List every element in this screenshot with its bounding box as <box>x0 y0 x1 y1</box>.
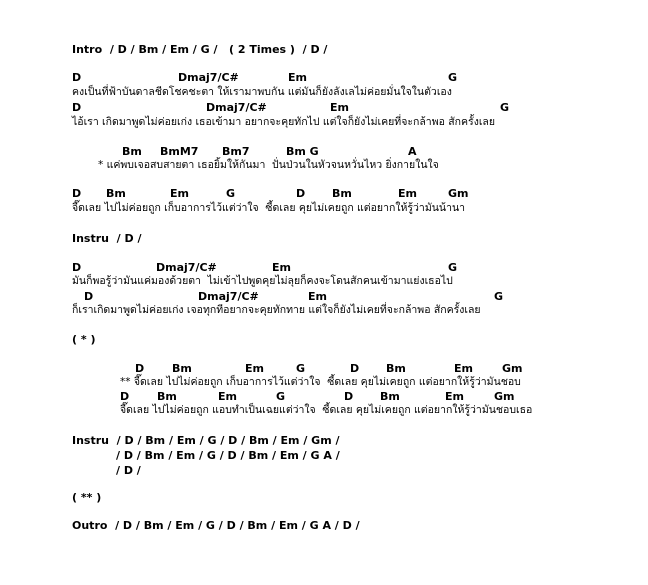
chord: Em <box>308 290 327 303</box>
chord: Em <box>288 71 307 84</box>
chord: D <box>72 71 82 84</box>
chord: D <box>296 187 306 200</box>
instru-line: Instru / D / <box>72 232 142 245</box>
instru-line: / D / <box>116 464 141 477</box>
chord: G <box>494 290 504 303</box>
chord: Dmaj7/C# <box>156 261 217 274</box>
chord: Bm <box>157 390 177 403</box>
chord: Dmaj7/C# <box>206 101 267 114</box>
lyric-line: ก็เราเกิดมาพูดไม่ค่อยเก่ง เจอทุกทีอยากจะคุยทักทาย แต่ใจก็ยังไม่เคยที่จะกล้าพอ สักครั้งเลย <box>72 304 481 316</box>
chord: Gm <box>448 187 469 200</box>
lyric-line: * แค่พบเจอสบสายตา เธอยิ้มให้กันมา ปั่นป่วนในหัวจนหวั่นไหว ยิ่งกายในใจ <box>98 159 439 171</box>
chord: Bm <box>386 362 406 375</box>
chord: Em <box>398 187 417 200</box>
chord: D <box>344 390 354 403</box>
chord: D <box>135 362 145 375</box>
chord: D <box>350 362 360 375</box>
chord: Bm <box>122 145 142 158</box>
chord: Dmaj7/C# <box>198 290 259 303</box>
chord: BmM7 <box>160 145 199 158</box>
chord: Bm7 <box>222 145 250 158</box>
repeat-marker: ( ** ) <box>72 491 102 504</box>
chord: Em <box>330 101 349 114</box>
chord: Em <box>245 362 264 375</box>
chord: G <box>276 390 286 403</box>
chord: Dmaj7/C# <box>178 71 239 84</box>
chord: Em <box>170 187 189 200</box>
lyric-line: ** จี๊ดเลย ไปไม่ค่อยถูก เก็บอาการไว้แต่ว่าใจ ซี้ดเลย คุยไม่เคยถูก แต่อยากให้รู้ว่ามันชอบ <box>120 376 521 388</box>
chord: A <box>408 145 417 158</box>
chord: Bm <box>380 390 400 403</box>
lyric-line: จี๊ดเลย ไปไม่ค่อยถูก แอบทำเป็นเฉยแต่ว่าใจ ซี้ดเลย คุยไม่เคยถูก แต่อยากให้รู้ว่ามันชอบเธอ <box>120 404 533 416</box>
chord: D <box>84 290 94 303</box>
chord: Em <box>272 261 291 274</box>
lyric-line: จี๊ดเลย ไปไม่ค่อยถูก เก็บอาการไว้แต่ว่าใจ ซี้ดเลย คุยไม่เคยถูก แต่อยากให้รู้ว่ามันน้านา <box>72 202 466 214</box>
lyric-line: ไอ้เรา เกิดมาพูดไม่ค่อยเก่ง เธอเข้ามา อยากจะคุยทักไป แต่ใจก็ยังไม่เคยที่จะกล้าพอ สักครั้งเลย <box>72 116 495 128</box>
outro-line: Outro / D / Bm / Em / G / D / Bm / Em / G A / D / <box>72 519 360 532</box>
chord: Em <box>218 390 237 403</box>
chord: G <box>448 71 458 84</box>
repeat-marker: ( * ) <box>72 333 96 346</box>
lyric-line: มันก็พอรู้ว่ามันแค่มองด้วยตา ไม่เข้าไปพูดคุยไม่ลุยก็คงจะโดนสักคนเข้ามาแย่งเธอไป <box>72 275 453 287</box>
chord: D <box>120 390 130 403</box>
chord: G <box>500 101 510 114</box>
intro-line: Intro / D / Bm / Em / G / ( 2 Times ) / D / <box>72 43 328 56</box>
instru-line: / D / Bm / Em / G / D / Bm / Em / G A / <box>116 449 340 462</box>
chord: G <box>226 187 236 200</box>
chord: Em <box>445 390 464 403</box>
chord: Bm <box>172 362 192 375</box>
chord: G <box>448 261 458 274</box>
chord: Gm <box>494 390 515 403</box>
chord: D <box>72 187 82 200</box>
chord: Bm G <box>286 145 319 158</box>
chord: D <box>72 101 82 114</box>
chord: Bm <box>106 187 126 200</box>
instru-line: Instru / D / Bm / Em / G / D / Bm / Em / Gm / <box>72 434 340 447</box>
chord: Em <box>454 362 473 375</box>
chord: Gm <box>502 362 523 375</box>
chord: D <box>72 261 82 274</box>
lyric-line: คงเป็นที่ฟ้าบันดาลชีดโชคชะตา ให้เรามาพบกัน แต่มันก็ยังลังเลไม่ค่อยมั่นใจในตัวเอง <box>72 86 452 98</box>
chord: Bm <box>332 187 352 200</box>
chord: G <box>296 362 306 375</box>
